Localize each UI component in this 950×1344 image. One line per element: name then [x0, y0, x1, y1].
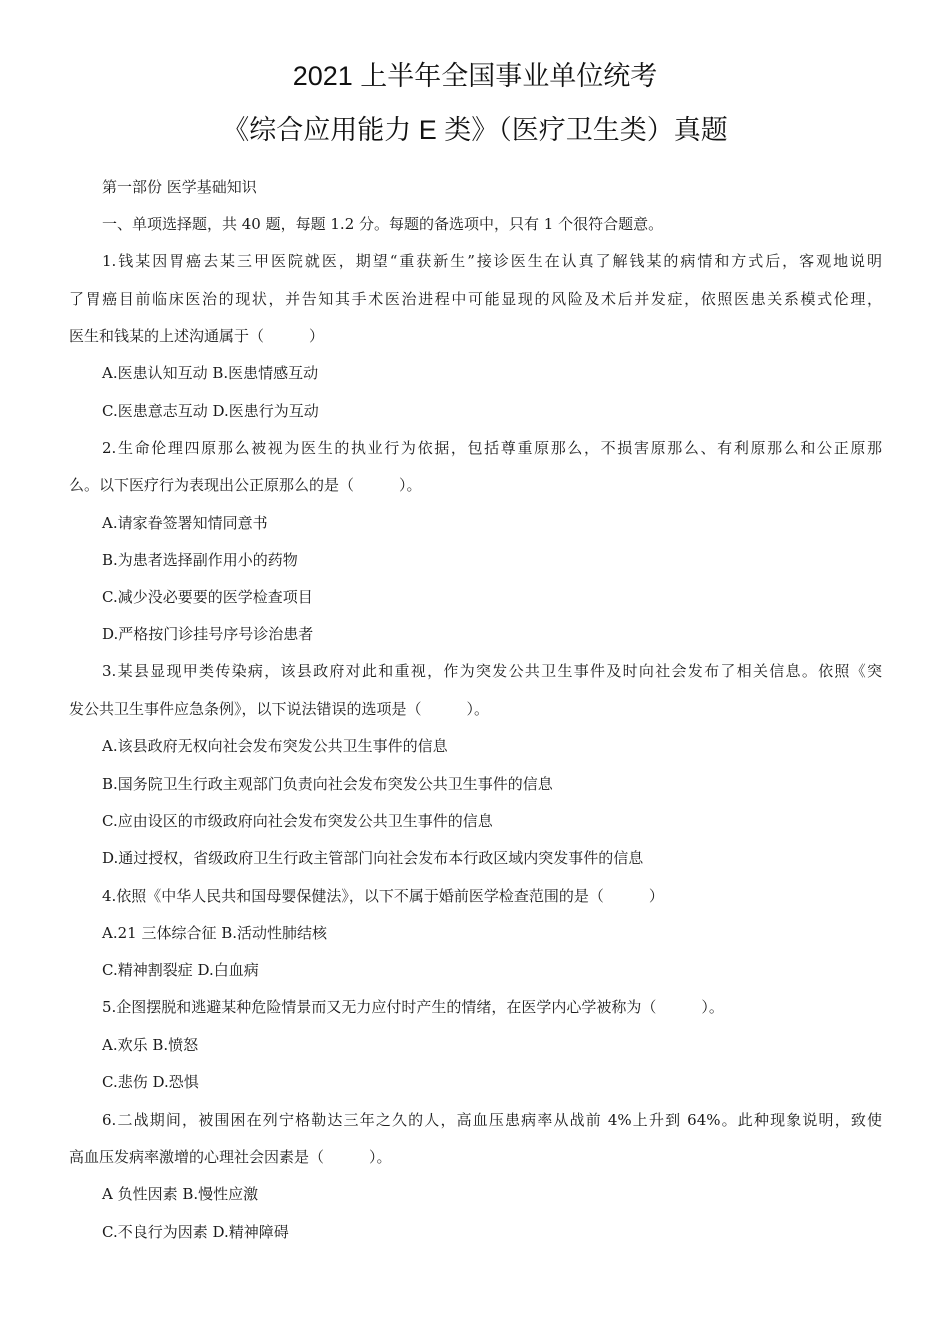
question-1-stem-line-1: 1.钱某因胃癌去某三甲医院就医，期望“重获新生”接诊医生在认真了解钱某的病情和方式后，客观地说明	[102, 252, 882, 270]
question-1-option-line-2: C.医患意志互动 D.医患行为互动	[102, 402, 319, 420]
question-2-option-d: D.严格按门诊挂号序号诊治患者	[102, 625, 314, 643]
question-3-option-a: A.该县政府无权向社会发布突发公共卫生事件的信息	[102, 737, 448, 755]
part-heading: 第一部份 医学基础知识	[102, 178, 257, 196]
question-2-option-c: C.减少没必要要的医学检查项目	[102, 588, 313, 606]
question-6-stem-line-1: 6.二战期间，被围困在列宁格勒达三年之久的人，高血压患病率从战前 4%上升到 64%。此种现象说明，致使	[102, 1111, 882, 1129]
question-2-option-a: A.请家眷签署知情同意书	[102, 514, 268, 532]
question-1-stem-line-3: 医生和钱某的上述沟通属于（ ）	[69, 327, 325, 345]
question-4-option-line-1: A.21 三体综合征 B.活动性肺结核	[102, 924, 328, 942]
question-2-stem-line-1: 2.生命伦理四原那么被视为医生的执业行为依据，包括尊重原那么，不损害原那么、有利原那么和公正原那	[102, 439, 882, 457]
question-2-stem-line-2: 么。以下医疗行为表现出公正原那么的是（ ）。	[69, 476, 422, 494]
question-4-option-line-2: C.精神割裂症 D.白血病	[102, 961, 259, 979]
question-3-stem-line-1: 3.某县显现甲类传染病，该县政府对此和重视，作为突发公共卫生事件及时向社会发布了相关信息。依照《突	[102, 662, 882, 680]
document-title-line-2: 《综合应用能力 E 类》（医疗卫生类）真题	[222, 115, 728, 145]
document-title-line-1: 2021 上半年全国事业单位统考	[292, 61, 658, 91]
question-3-option-d: D.通过授权，省级政府卫生行政主管部门向社会发布本行政区域内突发事件的信息	[102, 849, 644, 867]
question-5-stem-line-1: 5.企图摆脱和逃避某种危险情景而又无力应付时产生的情绪，在医学内心学被称为（ ）。	[102, 998, 724, 1016]
question-6-option-line-1: A 负性因素 B.慢性应激	[102, 1185, 259, 1203]
question-2-option-b: B.为患者选择副作用小的药物	[102, 551, 298, 569]
question-1-stem-line-2: 了胃癌目前临床医治的现状，并告知其手术医治进程中可能显现的风险及术后并发症，依照医患关系模式伦理，	[69, 290, 882, 308]
section-heading: 一、单项选择题，共 40 题，每题 1.2 分。每题的备选项中，只有 1 个很符合题意。	[102, 215, 664, 233]
question-5-option-line-1: A.欢乐 B.愤怒	[102, 1036, 199, 1054]
question-3-stem-line-2: 发公共卫生事件应急条例》，以下说法错误的选项是（ ）。	[69, 700, 490, 718]
question-6-option-line-2: C.不良行为因素 D.精神障碍	[102, 1223, 289, 1241]
question-3-option-c: C.应由设区的市级政府向社会发布突发公共卫生事件的信息	[102, 812, 493, 830]
question-6-stem-line-2: 高血压发病率激增的心理社会因素是（ ）。	[69, 1148, 392, 1166]
question-5-option-line-2: C.悲伤 D.恐惧	[102, 1073, 199, 1091]
question-4-stem-line-1: 4.依照《中华人民共和国母婴保健法》，以下不属于婚前医学检查范围的是（ ）	[102, 887, 664, 905]
question-1-option-line-1: A.医患认知互动 B.医患情感互动	[102, 364, 319, 382]
question-3-option-b: B.国务院卫生行政主观部门负责向社会发布突发公共卫生事件的信息	[102, 775, 553, 793]
